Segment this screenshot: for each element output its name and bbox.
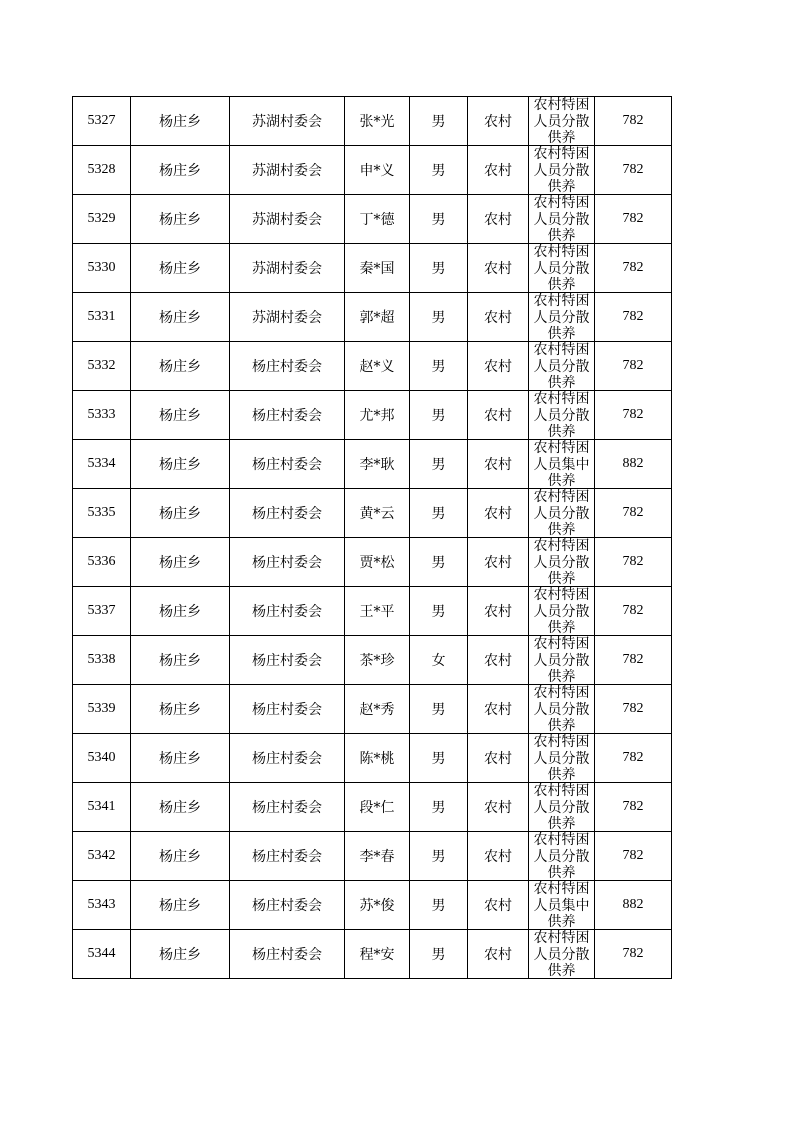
category-cell bbox=[529, 489, 595, 538]
category-text: 农村特困人员分散供养 bbox=[533, 244, 590, 292]
category-cell bbox=[529, 587, 595, 636]
category-text: 农村特困人员分散供养 bbox=[533, 293, 590, 341]
amount-cell: 782 bbox=[595, 832, 672, 881]
row-id-cell: 5332 bbox=[73, 342, 131, 391]
name-cell: 茶*珍 bbox=[345, 636, 410, 685]
amount-cell: 782 bbox=[595, 587, 672, 636]
township-cell: 杨庄乡 bbox=[131, 587, 230, 636]
category-text: 农村特困人员分散供养 bbox=[533, 195, 590, 243]
village-cell: 杨庄村委会 bbox=[230, 636, 345, 685]
amount-cell: 882 bbox=[595, 440, 672, 489]
gender-cell: 男 bbox=[410, 685, 468, 734]
area-cell: 农村 bbox=[468, 293, 529, 342]
row-id-cell: 5331 bbox=[73, 293, 131, 342]
table-row bbox=[73, 342, 672, 391]
village-cell: 杨庄村委会 bbox=[230, 930, 345, 979]
township-cell: 杨庄乡 bbox=[131, 97, 230, 146]
area-cell: 农村 bbox=[468, 195, 529, 244]
name-cell: 秦*国 bbox=[345, 244, 410, 293]
amount-cell: 782 bbox=[595, 195, 672, 244]
village-cell: 苏湖村委会 bbox=[230, 244, 345, 293]
gender-cell: 女 bbox=[410, 636, 468, 685]
table-row bbox=[73, 930, 672, 979]
table-row bbox=[73, 391, 672, 440]
township-cell: 杨庄乡 bbox=[131, 930, 230, 979]
township-cell: 杨庄乡 bbox=[131, 832, 230, 881]
table-row bbox=[73, 832, 672, 881]
village-cell: 苏湖村委会 bbox=[230, 293, 345, 342]
gender-cell: 男 bbox=[410, 391, 468, 440]
table-row bbox=[73, 146, 672, 195]
table-body bbox=[73, 97, 672, 979]
category-cell bbox=[529, 832, 595, 881]
category-text: 农村特困人员分散供养 bbox=[533, 685, 590, 733]
table-row bbox=[73, 97, 672, 146]
amount-cell: 782 bbox=[595, 342, 672, 391]
row-id-cell: 5338 bbox=[73, 636, 131, 685]
table-row bbox=[73, 734, 672, 783]
gender-cell: 男 bbox=[410, 538, 468, 587]
amount-cell: 782 bbox=[595, 636, 672, 685]
village-cell: 苏湖村委会 bbox=[230, 97, 345, 146]
table-row bbox=[73, 489, 672, 538]
category-cell bbox=[529, 881, 595, 930]
row-id-cell: 5329 bbox=[73, 195, 131, 244]
gender-cell: 男 bbox=[410, 440, 468, 489]
row-id-cell: 5341 bbox=[73, 783, 131, 832]
category-text: 农村特困人员分散供养 bbox=[533, 832, 590, 880]
category-text: 农村特困人员分散供养 bbox=[533, 538, 590, 586]
name-cell: 贾*松 bbox=[345, 538, 410, 587]
category-text: 农村特困人员分散供养 bbox=[533, 146, 590, 194]
table-row bbox=[73, 293, 672, 342]
gender-cell: 男 bbox=[410, 832, 468, 881]
gender-cell: 男 bbox=[410, 734, 468, 783]
village-cell: 杨庄村委会 bbox=[230, 587, 345, 636]
category-cell bbox=[529, 195, 595, 244]
amount-cell: 782 bbox=[595, 538, 672, 587]
area-cell: 农村 bbox=[468, 146, 529, 195]
table-row bbox=[73, 195, 672, 244]
township-cell: 杨庄乡 bbox=[131, 146, 230, 195]
category-cell bbox=[529, 930, 595, 979]
name-cell: 尤*邦 bbox=[345, 391, 410, 440]
name-cell: 赵*秀 bbox=[345, 685, 410, 734]
category-text: 农村特困人员集中供养 bbox=[533, 881, 590, 929]
table-row bbox=[73, 244, 672, 293]
category-cell bbox=[529, 342, 595, 391]
area-cell: 农村 bbox=[468, 832, 529, 881]
area-cell: 农村 bbox=[468, 538, 529, 587]
category-text: 农村特困人员分散供养 bbox=[533, 587, 590, 635]
gender-cell: 男 bbox=[410, 195, 468, 244]
area-cell: 农村 bbox=[468, 342, 529, 391]
village-cell: 杨庄村委会 bbox=[230, 391, 345, 440]
table-row bbox=[73, 587, 672, 636]
amount-cell: 782 bbox=[595, 930, 672, 979]
category-text: 农村特困人员分散供养 bbox=[533, 930, 590, 978]
amount-cell: 782 bbox=[595, 489, 672, 538]
area-cell: 农村 bbox=[468, 685, 529, 734]
table-row bbox=[73, 440, 672, 489]
township-cell: 杨庄乡 bbox=[131, 195, 230, 244]
gender-cell: 男 bbox=[410, 930, 468, 979]
area-cell: 农村 bbox=[468, 881, 529, 930]
village-cell: 杨庄村委会 bbox=[230, 538, 345, 587]
area-cell: 农村 bbox=[468, 587, 529, 636]
amount-cell: 782 bbox=[595, 293, 672, 342]
area-cell: 农村 bbox=[468, 930, 529, 979]
area-cell: 农村 bbox=[468, 636, 529, 685]
table-row bbox=[73, 881, 672, 930]
category-text: 农村特困人员分散供养 bbox=[533, 636, 590, 684]
category-text: 农村特困人员分散供养 bbox=[533, 489, 590, 537]
name-cell: 苏*俊 bbox=[345, 881, 410, 930]
name-cell: 张*光 bbox=[345, 97, 410, 146]
area-cell: 农村 bbox=[468, 440, 529, 489]
table-row bbox=[73, 783, 672, 832]
amount-cell: 782 bbox=[595, 734, 672, 783]
township-cell: 杨庄乡 bbox=[131, 538, 230, 587]
name-cell: 黄*云 bbox=[345, 489, 410, 538]
row-id-cell: 5340 bbox=[73, 734, 131, 783]
category-cell bbox=[529, 146, 595, 195]
category-cell bbox=[529, 685, 595, 734]
township-cell: 杨庄乡 bbox=[131, 685, 230, 734]
village-cell: 杨庄村委会 bbox=[230, 734, 345, 783]
name-cell: 丁*德 bbox=[345, 195, 410, 244]
row-id-cell: 5328 bbox=[73, 146, 131, 195]
gender-cell: 男 bbox=[410, 244, 468, 293]
village-cell: 杨庄村委会 bbox=[230, 783, 345, 832]
name-cell: 申*义 bbox=[345, 146, 410, 195]
township-cell: 杨庄乡 bbox=[131, 636, 230, 685]
village-cell: 苏湖村委会 bbox=[230, 146, 345, 195]
name-cell: 段*仁 bbox=[345, 783, 410, 832]
category-text: 农村特困人员分散供养 bbox=[533, 97, 590, 145]
area-cell: 农村 bbox=[468, 97, 529, 146]
township-cell: 杨庄乡 bbox=[131, 489, 230, 538]
category-cell bbox=[529, 636, 595, 685]
gender-cell: 男 bbox=[410, 489, 468, 538]
name-cell: 赵*义 bbox=[345, 342, 410, 391]
category-text: 农村特困人员集中供养 bbox=[533, 440, 590, 488]
row-id-cell: 5342 bbox=[73, 832, 131, 881]
gender-cell: 男 bbox=[410, 293, 468, 342]
amount-cell: 782 bbox=[595, 783, 672, 832]
amount-cell: 882 bbox=[595, 881, 672, 930]
township-cell: 杨庄乡 bbox=[131, 783, 230, 832]
gender-cell: 男 bbox=[410, 587, 468, 636]
area-cell: 农村 bbox=[468, 244, 529, 293]
name-cell: 郭*超 bbox=[345, 293, 410, 342]
row-id-cell: 5344 bbox=[73, 930, 131, 979]
amount-cell: 782 bbox=[595, 146, 672, 195]
category-cell bbox=[529, 293, 595, 342]
name-cell: 程*安 bbox=[345, 930, 410, 979]
township-cell: 杨庄乡 bbox=[131, 244, 230, 293]
category-cell bbox=[529, 440, 595, 489]
category-text: 农村特困人员分散供养 bbox=[533, 391, 590, 439]
row-id-cell: 5336 bbox=[73, 538, 131, 587]
row-id-cell: 5339 bbox=[73, 685, 131, 734]
amount-cell: 782 bbox=[595, 391, 672, 440]
row-id-cell: 5330 bbox=[73, 244, 131, 293]
township-cell: 杨庄乡 bbox=[131, 391, 230, 440]
township-cell: 杨庄乡 bbox=[131, 734, 230, 783]
category-text: 农村特困人员分散供养 bbox=[533, 734, 590, 782]
category-cell bbox=[529, 734, 595, 783]
category-cell bbox=[529, 97, 595, 146]
amount-cell: 782 bbox=[595, 685, 672, 734]
township-cell: 杨庄乡 bbox=[131, 293, 230, 342]
township-cell: 杨庄乡 bbox=[131, 881, 230, 930]
row-id-cell: 5337 bbox=[73, 587, 131, 636]
township-cell: 杨庄乡 bbox=[131, 342, 230, 391]
township-cell: 杨庄乡 bbox=[131, 440, 230, 489]
table-row bbox=[73, 636, 672, 685]
name-cell: 王*平 bbox=[345, 587, 410, 636]
village-cell: 杨庄村委会 bbox=[230, 440, 345, 489]
village-cell: 杨庄村委会 bbox=[230, 489, 345, 538]
category-cell bbox=[529, 538, 595, 587]
name-cell: 李*耿 bbox=[345, 440, 410, 489]
name-cell: 陈*桃 bbox=[345, 734, 410, 783]
gender-cell: 男 bbox=[410, 97, 468, 146]
category-cell bbox=[529, 783, 595, 832]
table-row bbox=[73, 685, 672, 734]
category-text: 农村特困人员分散供养 bbox=[533, 783, 590, 831]
row-id-cell: 5334 bbox=[73, 440, 131, 489]
village-cell: 苏湖村委会 bbox=[230, 195, 345, 244]
village-cell: 杨庄村委会 bbox=[230, 685, 345, 734]
amount-cell: 782 bbox=[595, 244, 672, 293]
area-cell: 农村 bbox=[468, 489, 529, 538]
table-row bbox=[73, 538, 672, 587]
row-id-cell: 5335 bbox=[73, 489, 131, 538]
area-cell: 农村 bbox=[468, 734, 529, 783]
village-cell: 杨庄村委会 bbox=[230, 832, 345, 881]
gender-cell: 男 bbox=[410, 783, 468, 832]
gender-cell: 男 bbox=[410, 146, 468, 195]
area-cell: 农村 bbox=[468, 783, 529, 832]
name-cell: 李*春 bbox=[345, 832, 410, 881]
gender-cell: 男 bbox=[410, 342, 468, 391]
category-cell bbox=[529, 244, 595, 293]
category-text: 农村特困人员分散供养 bbox=[533, 342, 590, 390]
area-cell: 农村 bbox=[468, 391, 529, 440]
record-table bbox=[72, 96, 672, 979]
amount-cell: 782 bbox=[595, 97, 672, 146]
row-id-cell: 5327 bbox=[73, 97, 131, 146]
category-cell bbox=[529, 391, 595, 440]
village-cell: 杨庄村委会 bbox=[230, 342, 345, 391]
row-id-cell: 5333 bbox=[73, 391, 131, 440]
row-id-cell: 5343 bbox=[73, 881, 131, 930]
gender-cell: 男 bbox=[410, 881, 468, 930]
village-cell: 杨庄村委会 bbox=[230, 881, 345, 930]
